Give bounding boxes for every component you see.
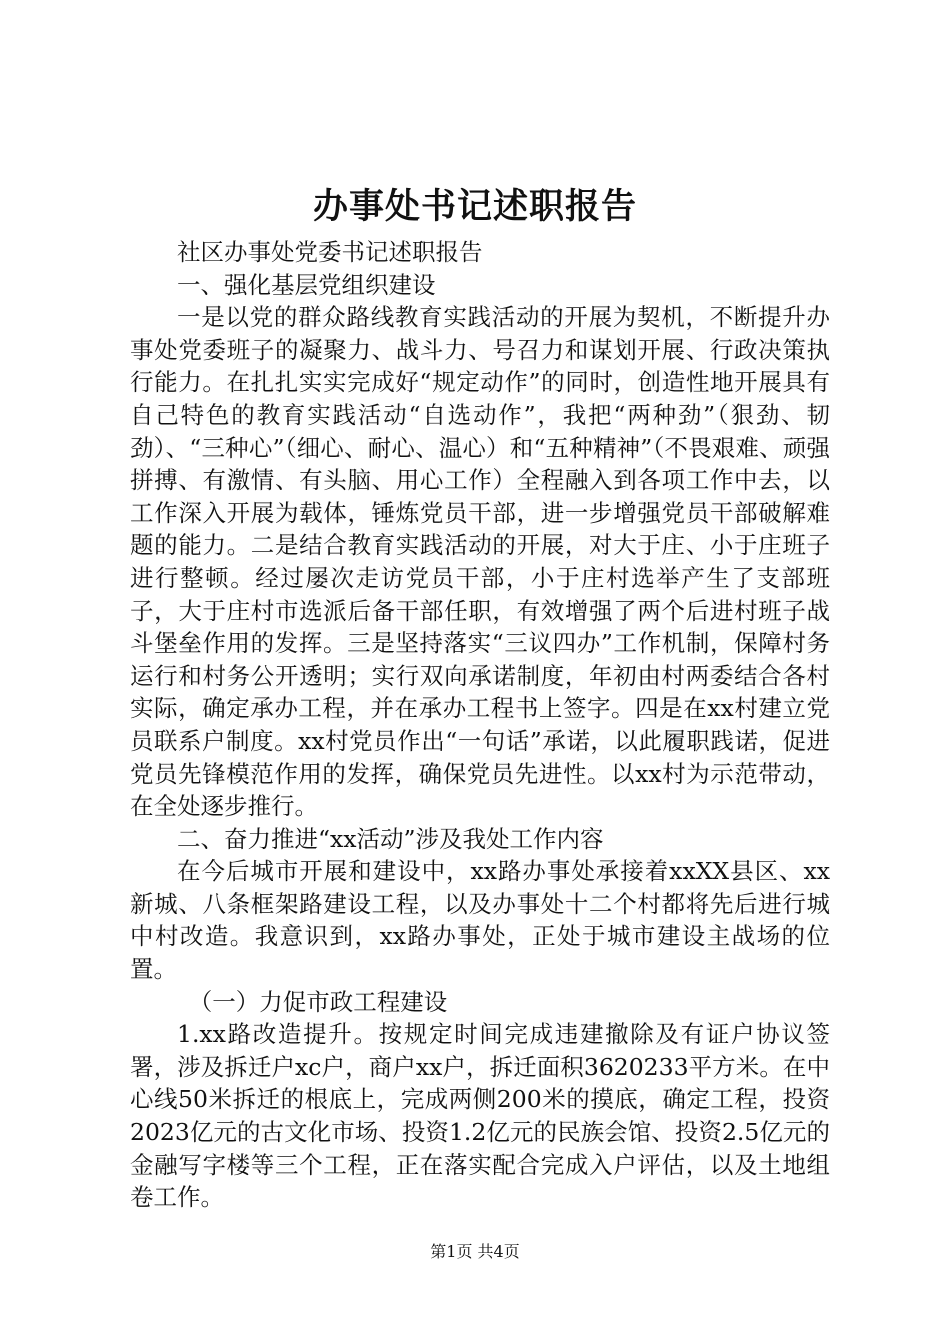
document-body [130, 236, 830, 1214]
subsection-heading-1: （一）力促市政工程建设 [188, 987, 448, 1016]
section-heading-1: 一、强化基层党组织建设 [177, 270, 436, 299]
body-paragraph-1: 一是以党的群众路线教育实践活动的开展为契机，不断提升办事处党委班子的凝聚力、战斗力、号召力和谋划开展、行政决策执行能力。在扎扎实实完成好“规定动作”的同时，创造性地开展具有自己特色的教育实践活动“自选动作”，我把“两种劲”（狠劲、韧劲）、“三种心”（细心、耐心、温心）和“五种精神”（不畏艰难、顽强拼搏、有激情、有头脑、用心工作）全程融入到各项工作中去，以工作深入开展为载体，锤炼党员干部，进一步增强党员干部破解难题的能力。二是结合教育实践活动的开展，对大于庄、小于庄班子进行整顿。经过屡次走访党员干部，小于庄村选举产生了支部班子，大于庄村市选派后备干部任职，有效增强了两个后进村班子战斗堡垒作用的发挥。三是坚持落实“三议四办”工作机制，保障村务运行和村务公开透明；实行双向承诺制度，年初由村两委结合各村实际，确定承办工程，并在承办工程书上签字。四是在xx村建立党员联系户制度。xx村党员作出“一句话”承诺，以此履职践诺，促进党员先锋模范作用的发挥，确保党员先进性。以xx村为示范带动，在全处逐步推行。 [130, 303, 830, 821]
subtitle-paragraph: 社区办事处党委书记述职报告 [177, 238, 483, 266]
page-title: 办事处书记述职报告 [312, 186, 637, 227]
page-footer: 第1页 共4页 [430, 1242, 520, 1261]
body-paragraph-2: 在今后城市开展和建设中，xx路办事处承接着xxXX县区、xx新城、八条框架路建设工程，以及办事处十二个村都将先后进行城中村改造。我意识到，xx路办事处，正处于城市建设主战场的位置。 [130, 857, 830, 984]
section-heading-2: 二、奋力推进“xx活动”涉及我处工作内容 [177, 824, 604, 853]
body-paragraph-3: 1.xx路改造提升。按规定时间完成违建撤除及有证户协议签署，涉及拆迁户xc户，商户xx户，拆迁面积3620233平方米。在中心线50米拆迁的根底上，完成两侧200米的摸底，确定工程，投资2023亿元的古文化市场、投资1.2亿元的民族会馆、投资2.5亿元的金融写字楼等三个工程，正在落实配合完成入户评估，以及土地组卷工作。 [130, 1020, 830, 1212]
